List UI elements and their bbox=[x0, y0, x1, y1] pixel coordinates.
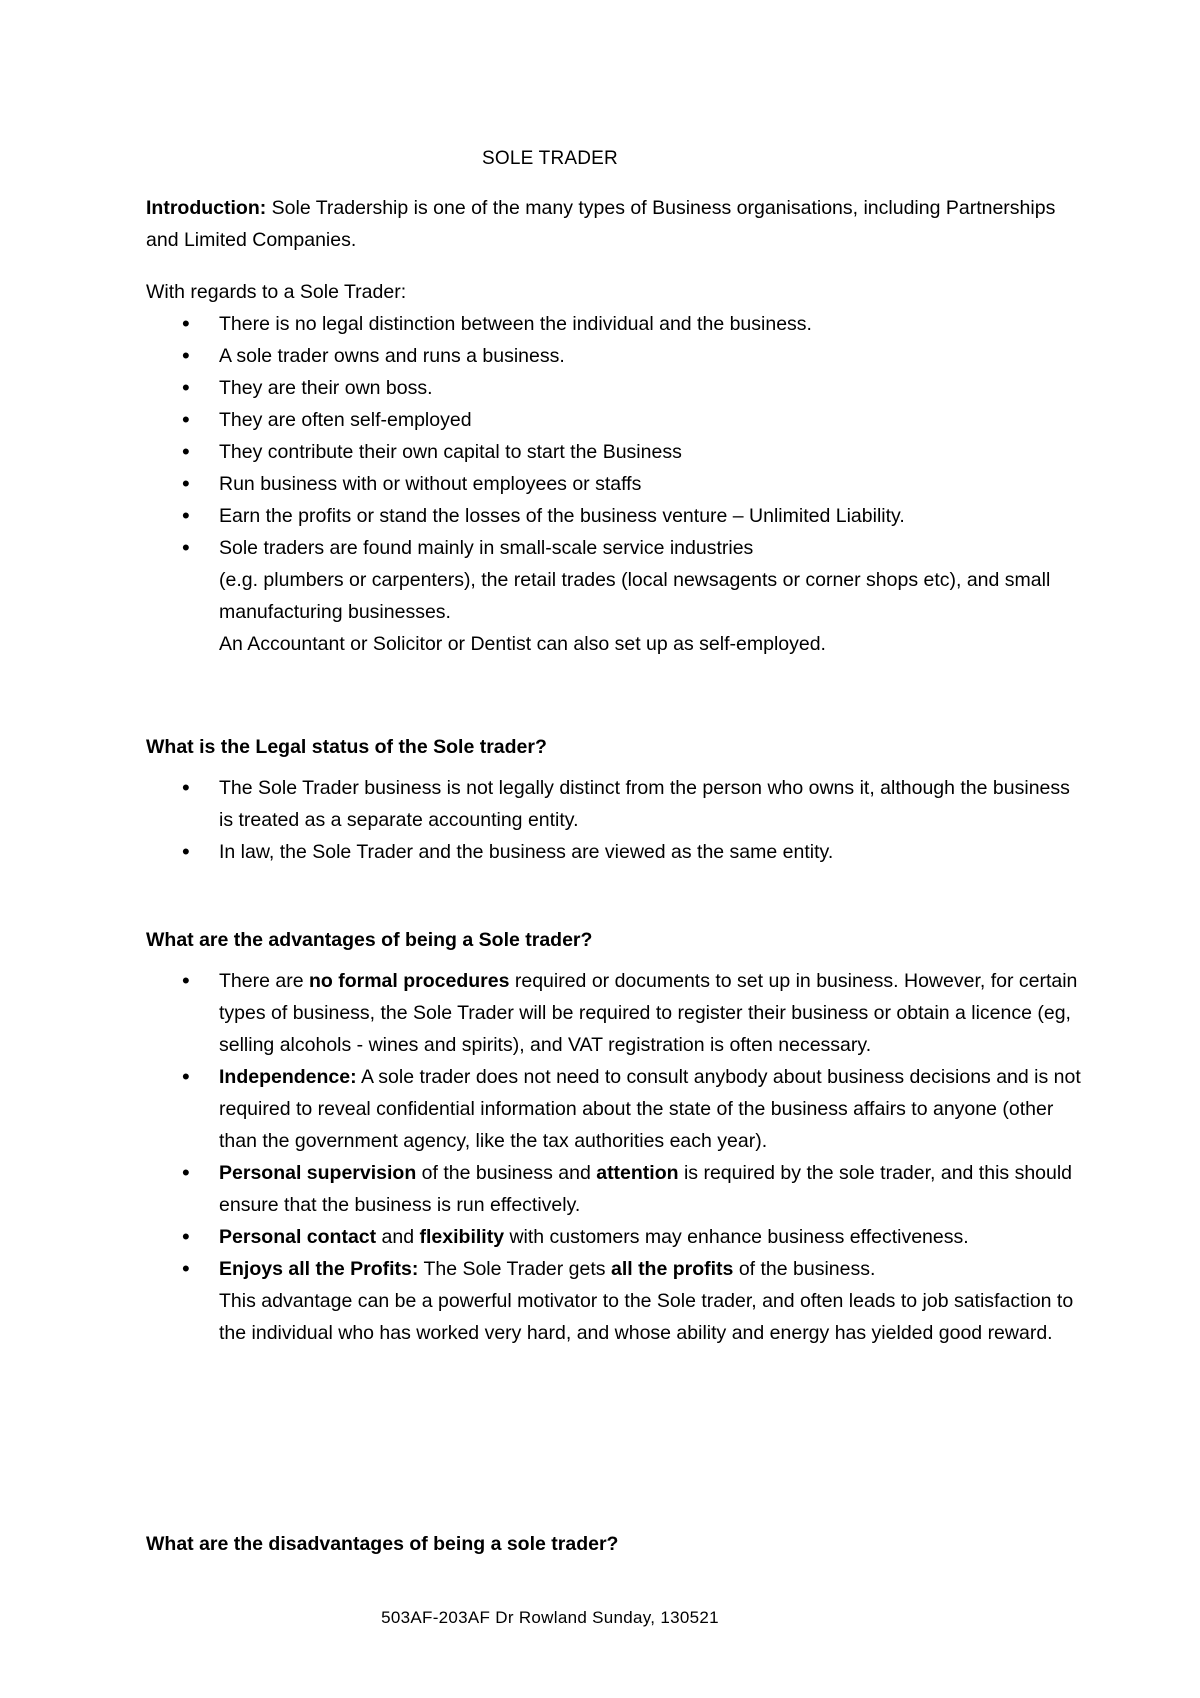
page-footer: 503AF-203AF Dr Rowland Sunday, 130521 bbox=[381, 1608, 719, 1627]
introduction-paragraph bbox=[146, 192, 1086, 256]
advantages-heading: What are the advantages of being a Sole trader? bbox=[146, 929, 593, 951]
list-item: • There is no legal distinction between the individual and the business. bbox=[146, 308, 1086, 340]
regards-list bbox=[146, 308, 1086, 660]
list-item: • There are no formal procedures required or documents to set up in business. However, for certain types of business, the Sole Trader will be required to register their business or obtain a licence (eg, selling alcohols - wines and spirits), and VAT registration is often necessary. bbox=[146, 965, 1086, 1061]
intro-label: Introduction: bbox=[146, 197, 267, 219]
list-item: • Enjoys all the Profits: The Sole Trader gets all the profits of the business. This advantage can be a powerful motivator to the Sole trader, and often leads to job satisfaction to the individual who has worked very hard, and whose ability and energy has yielded good reward. bbox=[146, 1253, 1086, 1349]
list-item: • They are often self-employed bbox=[146, 404, 1086, 436]
list-item: • They are their own boss. bbox=[146, 372, 1086, 404]
regards-line: With regards to a Sole Trader: bbox=[146, 281, 407, 303]
list-item: • The Sole Trader business is not legally distinct from the person who owns it, although the business is treated as a separate accounting entity. bbox=[146, 772, 1086, 836]
intro-text: Sole Tradership is one of the many types of Business organisations, including Partnerships and Limited Companies. bbox=[146, 197, 1056, 251]
page-title: SOLE TRADER bbox=[482, 148, 618, 169]
list-item: • Personal supervision of the business and attention is required by the sole trader, and this should ensure that the business is run effectively. bbox=[146, 1157, 1086, 1221]
list-item: • Run business with or without employees or staffs bbox=[146, 468, 1086, 500]
advantages-list bbox=[146, 965, 1086, 1349]
list-item bbox=[146, 532, 1086, 660]
list-item: • Personal contact and flexibility with customers may enhance business effectiveness. bbox=[146, 1221, 1086, 1253]
list-item-line: Sole traders are found mainly in small-scale service industries bbox=[219, 537, 754, 559]
list-item: • They contribute their own capital to start the Business bbox=[146, 436, 1086, 468]
list-item-line: (e.g. plumbers or carpenters), the retail trades (local newsagents or corner shops etc), and small manufacturing businesses. bbox=[219, 569, 1051, 623]
legal-status-heading: What is the Legal status of the Sole trader? bbox=[146, 736, 547, 758]
list-item: • Earn the profits or stand the losses of the business venture – Unlimited Liability. bbox=[146, 500, 1086, 532]
list-item: • Independence: A sole trader does not need to consult anybody about business decisions and is not required to reveal confidential information about the state of the business affairs to anyone (other than the government agency, like the tax authorities each year). bbox=[146, 1061, 1086, 1157]
disadvantages-heading: What are the disadvantages of being a sole trader? bbox=[146, 1533, 619, 1555]
list-item: • A sole trader owns and runs a business. bbox=[146, 340, 1086, 372]
legal-status-list bbox=[146, 772, 1086, 868]
list-item-line: An Accountant or Solicitor or Dentist can also set up as self-employed. bbox=[219, 633, 826, 655]
list-item: • In law, the Sole Trader and the business are viewed as the same entity. bbox=[146, 836, 1086, 868]
